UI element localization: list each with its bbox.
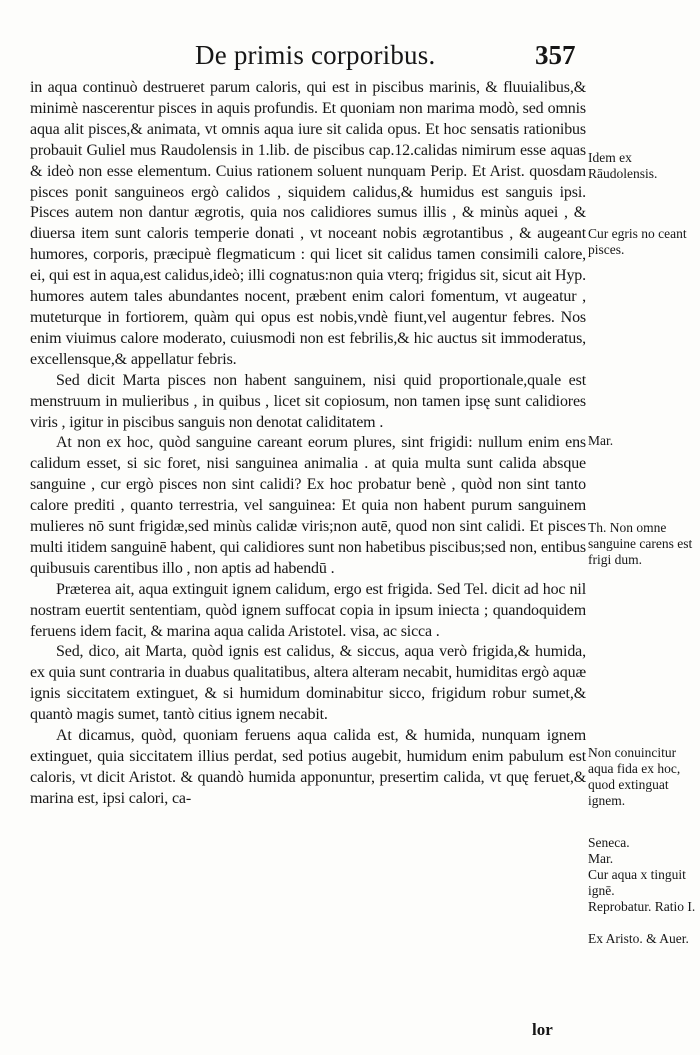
paragraph: Sed dicit Marta pisces non habent sanguinem, nisi quid proportionale,quale est menstruum in mulieribus , in quibus , licet sit copiosum, non tamen ipsę sunt calidiores viris , igitur in piscibus sanguis non denotat caliditatem .	[30, 371, 586, 431]
margin-note: Th. Non omne sanguine carens est frigi dum.	[588, 520, 693, 567]
margin-note: Idem ex Rāudolensis.	[588, 150, 658, 181]
page-number: 357	[535, 40, 576, 70]
paragraph: Sed, dico, ait Marta, quòd ignis est calidus, & siccus, aqua verò frigida,& humida, ex quia sunt contraria in duabus qualitatibus, altera alteram necabit, humiditas ergò aquæ ignis siccitatem extinguet, & si humidum dominabitur sicco, frigidum robur sumet,& quantò magis sumet, tantò citius ignem necabit.	[30, 643, 586, 724]
page-header	[0, 40, 700, 74]
margin-note: Mar.	[588, 851, 614, 866]
margin-note: Cur egris no ceant pisces.	[588, 226, 687, 257]
catchword: lor	[532, 1020, 553, 1039]
margin-note: Seneca.	[588, 835, 630, 850]
paragraph: At non ex hoc, quòd sanguine careant eorum plures, sint frigidi: nullum enim ens calidum esset, si sic foret, nisi sanguinea animalia . at quia multa sunt calida absque sanguine , cur ergò pisces non sint calidi? Ex hoc probatur benè , quòd non sint tanto calore prediti , quanto terrestria, vel sanguinea: Et quia non habent purum sanguinem mulieres nō sunt frigidæ,sed minùs calidæ viris;non autē, quod non sint calidi. Et pisces multi itidem sanguinē habent, qui calidiores sunt non habetibus piscibus;sed non, entibus quibusuis carentibus illo , non aptis ad habendū .	[30, 434, 586, 577]
paragraph: in aqua continuò destrueret parum caloris, qui est in piscibus marinis, & fluuialibus,& minimè nascerentur pisces in aquis profundis. Et quoniam non marima modò, sed omnis aqua alit pisces,& animata, vt omnis aqua iure sit calida opus. Et hoc sensatis rationibus probauit Guliel mus Raudolensis in 1.lib. de piscibus cap.12.calidas nimirum esse aquas & ideò non esse elementum. Cuius rationem soluent nunquam Perip. Et Arist. quosdam pisces ponit sanguineos ergò calidos , siquidem calidus,& humidus est sanguis ipsi. Pisces autem non dantur ægrotis, quia nos calidiores sumus illis , & minùs aquei , & diuersa item sunt caloris temperie donati , vt noceant nobis ægrotantibus , & augeant humores, corporis, præcipuè flegmaticum : qui licet sit calidus tamen consimili calore, ei, qui est in aqua,est calidus,ideò; illi cognatus:non quia vterq; frigidus sit, sicut ait Hyp. humores autem tales abundantes nocent, præbent enim calori fomentum, vt augeatur , muteturque in fortiorem, quàm qui opus est nobis,vndè fiunt,vel augentur febres. Nos enim viuimus calore moderato, cuiusmodi non est febrilis,& hic auctus sit immoderatus, excellensque,& appellatur febris.	[30, 79, 586, 368]
margin-note: Cur aqua x tinguit ignē.	[588, 867, 686, 898]
main-text	[30, 78, 586, 810]
margin-note: Non conuincitur aqua fida ex hoc, quod extinguat ignem.	[588, 745, 681, 808]
margin-note: Reprobatur. Ratio I.	[588, 899, 696, 914]
paragraph: Præterea ait, aqua extinguit ignem calidum, ergo est frigida. Sed Tel. dicit ad hoc nil nostram euertit sententiam, quòd ignem suffocat copia in ipsum iniecta ; quandoquidem feruens idem facit, & marina aqua calida Aristotel. visa, ac sicca .	[30, 580, 586, 640]
running-title: De primis corporibus.	[195, 40, 436, 70]
paragraph: At dicamus, quòd, quoniam feruens aqua calida est, & humida, nunquam ignem extinguet, quia siccitatem illius perdat, sed potius augebit, humidum enim pabulum est caloris, vt dicit Aristot. & quandò humida apponuntur, presertim calida, vt quę feruet,& marina est, ipsi calori, ca-	[30, 727, 586, 807]
margin-note: Ex Aristo. & Auer.	[588, 931, 689, 946]
margin-note: Mar.	[588, 433, 614, 448]
